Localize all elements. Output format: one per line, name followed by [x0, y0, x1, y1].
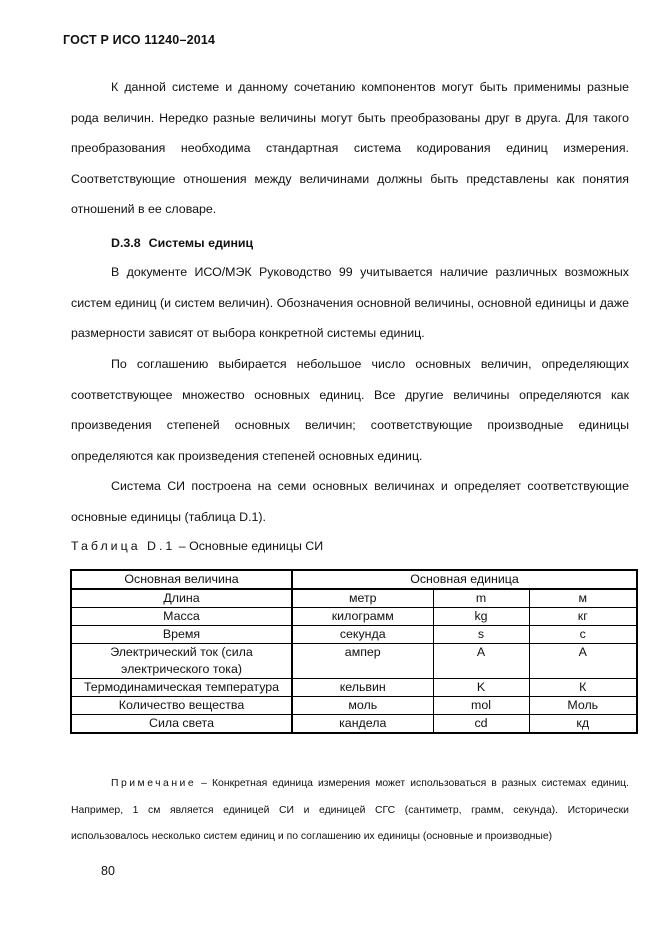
table-caption-label: Таблица D.1: [71, 539, 176, 553]
cell-quantity: Масса: [71, 608, 292, 626]
section-heading: [111, 236, 253, 250]
header-unit: Основная единица: [292, 570, 637, 589]
cell-quantity: Время: [71, 626, 292, 644]
note-text: – Конкретная единица измерения может использоваться в разных системах единиц. Например, 1 см является единицей СИ и единицей СГС (сантиметр, грамм, секунда). Исторически использовалось несколько систем единиц и по соглашению их единицы (основные и производные): [71, 778, 629, 842]
note-paragraph: [71, 771, 629, 851]
table-row: [71, 697, 637, 715]
cell-unit-name: кандела: [292, 715, 433, 734]
cell-unit-ru: кг: [529, 608, 637, 626]
cell-unit-intl: mol: [433, 697, 529, 715]
cell-unit-intl: K: [433, 679, 529, 697]
cell-unit-ru: А: [529, 644, 637, 679]
cell-unit-intl: s: [433, 626, 529, 644]
table-row: [71, 589, 637, 608]
paragraph-quantity-conversion: К данной системе и данному сочетанию компонентов могут быть применимы разные рода величин. Нередко разные величины могут быть преобразованы друг в друга. Для такого преобразования необходима стандартная система кодирования единиц измерения. Соответствующие отношения между величинами должны быть представлены как понятия отношений в ее словаре.: [71, 80, 629, 216]
table-caption-text: – Основные единицы СИ: [175, 539, 324, 553]
cell-unit-ru: с: [529, 626, 637, 644]
cell-unit-name: килограмм: [292, 608, 433, 626]
cell-quantity: Длина: [71, 589, 292, 608]
cell-quantity: Количество вещества: [71, 697, 292, 715]
table-row: [71, 644, 637, 679]
cell-unit-ru: К: [529, 679, 637, 697]
section-title: Системы единиц: [148, 236, 254, 250]
page-number: 80: [101, 864, 115, 878]
cell-unit-intl: kg: [433, 608, 529, 626]
table-row: [71, 608, 637, 626]
cell-unit-ru: Моль: [529, 697, 637, 715]
cell-quantity: Электрический ток (сила электрического тока): [71, 644, 292, 679]
cell-unit-intl: A: [433, 644, 529, 679]
document-header: ГОСТ Р ИСО 11240–2014: [63, 33, 216, 47]
header-quantity: Основная величина: [71, 570, 292, 589]
cell-unit-ru: кд: [529, 715, 637, 734]
cell-unit-intl: m: [433, 589, 529, 608]
cell-unit-name: кельвин: [292, 679, 433, 697]
cell-unit-intl: cd: [433, 715, 529, 734]
paragraph-base-quantities: По соглашению выбирается небольшое число основных величин, определяющих соответствующее множество основных единиц. Все другие величины определяются как произведения степеней основных величин; соответствующие производные единицы определяются как произведения степеней основных единиц.: [71, 357, 629, 463]
table-header-row: [71, 570, 637, 589]
table-row: [71, 679, 637, 697]
cell-quantity: Термодинамическая температура: [71, 679, 292, 697]
section-number: D.3.8: [111, 236, 141, 250]
cell-unit-ru: м: [529, 589, 637, 608]
cell-unit-name: моль: [292, 697, 433, 715]
paragraph-unit-systems: В документе ИСО/МЭК Руководство 99 учитывается наличие различных возможных систем единиц (и систем величин). Обозначения основной величины, основной единицы и даже размерности зависят от выбора конкретной системы единиц.: [71, 265, 629, 340]
note-label: Примечание: [111, 778, 197, 789]
table-row: [71, 715, 637, 734]
table-row: [71, 626, 637, 644]
table-caption: [71, 539, 323, 553]
cell-unit-name: секунда: [292, 626, 433, 644]
cell-quantity: Сила света: [71, 715, 292, 734]
paragraph-si-system: Система СИ построена на семи основных величинах и определяет соответствующие основные единицы (таблица D.1).: [71, 479, 629, 524]
cell-unit-name: метр: [292, 589, 433, 608]
si-base-units-table: [70, 569, 638, 734]
cell-unit-name: ампер: [292, 644, 433, 679]
